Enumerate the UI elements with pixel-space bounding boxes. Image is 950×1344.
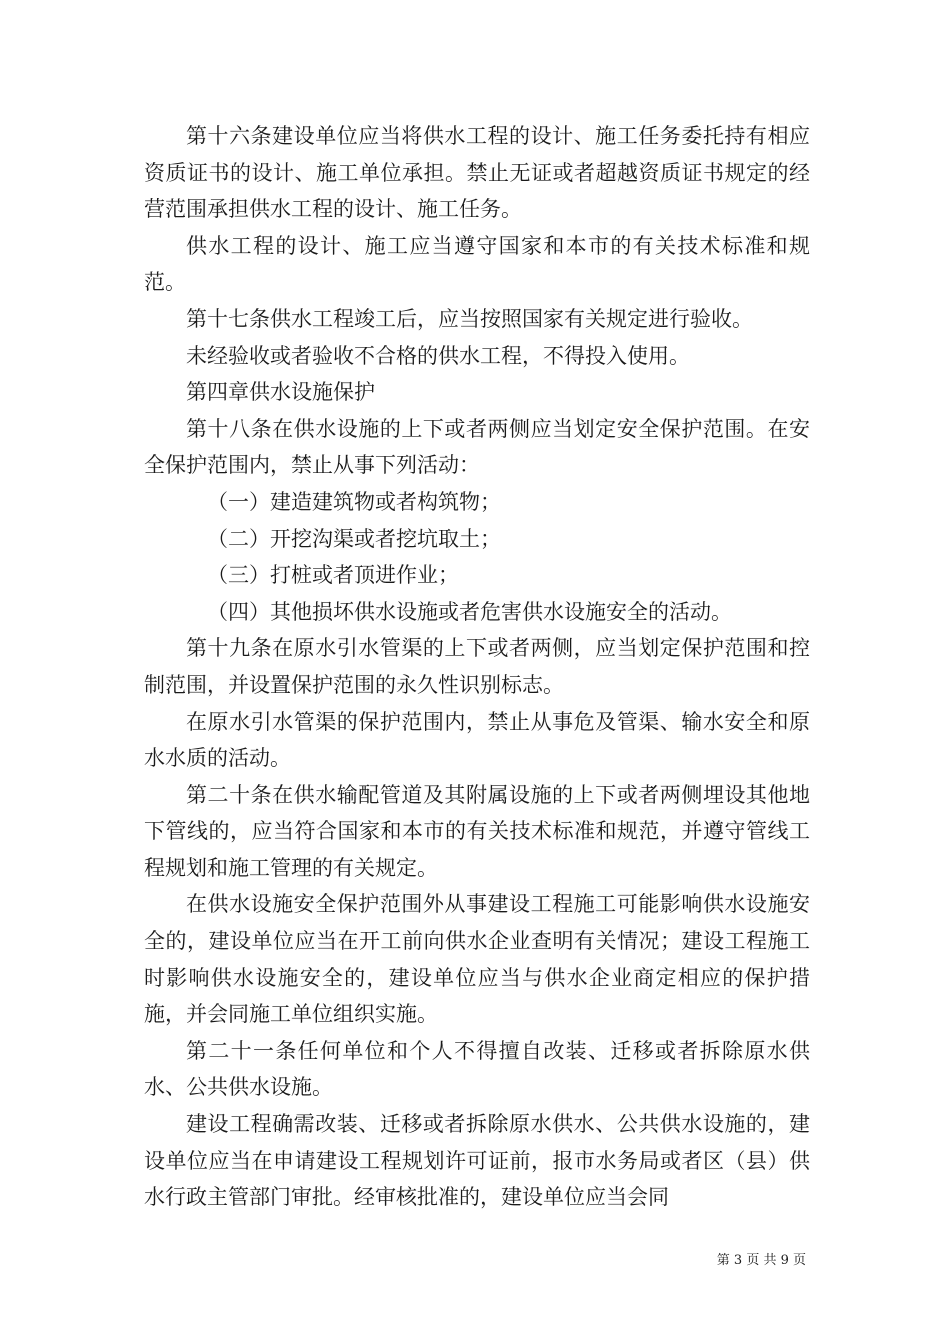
paragraph-article-17-acceptance: 未经验收或者验收不合格的供水工程，不得投入使用。 (186, 343, 690, 368)
chapter-heading: 第四章供水设施保护 (186, 380, 375, 405)
paragraph-article-16-standards: 供水工程的设计、施工应当遵守国家和本市的有关技术标准和规范。 (144, 233, 810, 295)
paragraph-article-17: 第十七条供水工程竣工后，应当按照国家有关规定进行验收。 (186, 306, 753, 331)
list-item: （四）其他损坏供水设施或者危害供水设施安全的活动。 (207, 599, 732, 624)
list-item: （三）打桩或者顶进作业； (207, 563, 459, 588)
paragraph-article-20: 第二十条在供水输配管道及其附属设施的上下或者两侧埋设其他地下管线的，应当符合国家和本市的有关技术标准和规范，并遵守管线工程规划和施工管理的有关规定。 (144, 782, 810, 880)
paragraph-article-19: 第十九条在原水引水管渠的上下或者两侧，应当划定保护范围和控制范围，并设置保护范围的永久性识别标志。 (144, 636, 810, 697)
paragraph-article-18: 第十八条在供水设施的上下或者两侧应当划定安全保护范围。在安全保护范围内，禁止从事下列活动： (144, 416, 810, 478)
document-body (144, 118, 810, 1216)
page-number: 第 3 页 共 9 页 (716, 1253, 806, 1268)
list-item: （二）开挖沟渠或者挖坑取土； (207, 526, 501, 551)
paragraph-article-21: 第二十一条任何单位和个人不得擅自改装、迁移或者拆除原水供水、公共供水设施。 (144, 1038, 810, 1100)
paragraph-article-21-approval: 建设工程确需改装、迁移或者拆除原水供水、公共供水设施的，建设单位应当在申请建设工程规划许可证前，报市水务局或者区（县）供水行政主管部门审批。经审核批准的，建设单位应当会同 (144, 1112, 810, 1210)
paragraph-article-19-protection: 在原水引水管渠的保护范围内，禁止从事危及管渠、输水安全和原水水质的活动。 (144, 709, 810, 771)
paragraph-article-16: 第十六条建设单位应当将供水工程的设计、施工任务委托持有相应资质证书的设计、施工单位承担。禁止无证或者超越资质证书规定的经营范围承担供水工程的设计、施工任务。 (144, 124, 810, 222)
list-item: （一）建造建筑物或者构筑物； (207, 489, 501, 514)
paragraph-article-20-construction: 在供水设施安全保护范围外从事建设工程施工可能影响供水设施安全的，建设单位应当在开工前向供水企业查明有关情况；建设工程施工时影响供水设施安全的，建设单位应当与供水企业商定相应的保护措施，并会同施工单位组织实施。 (144, 892, 810, 1027)
